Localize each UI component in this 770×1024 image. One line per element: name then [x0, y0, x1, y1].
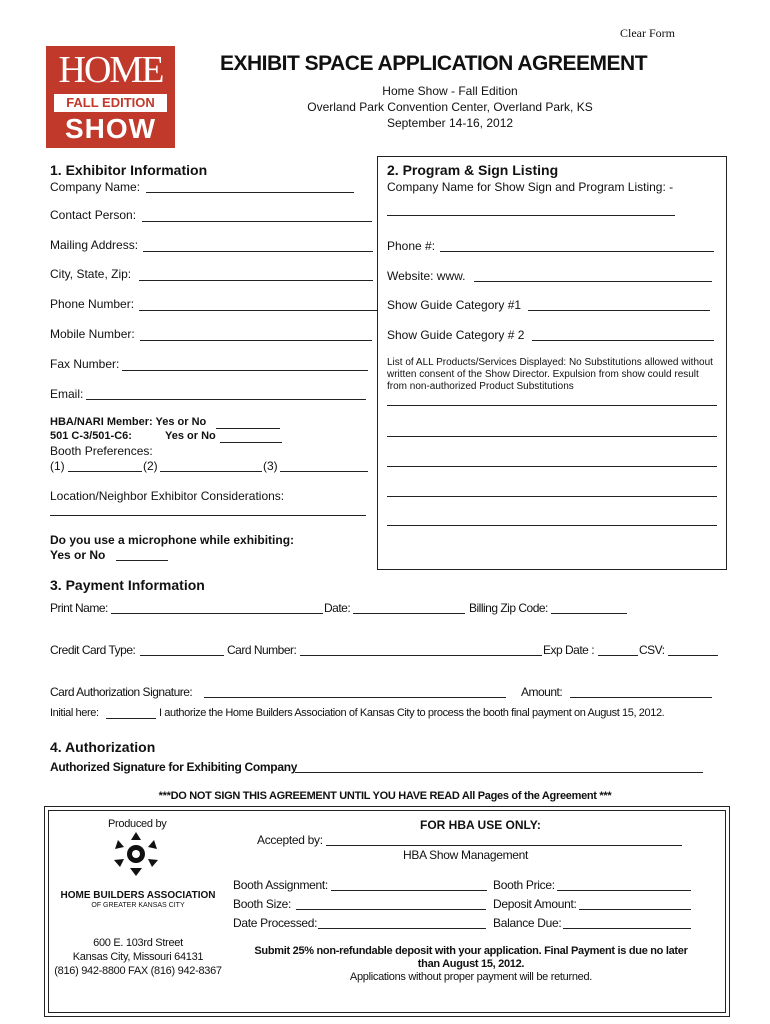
csv-input[interactable] — [668, 655, 718, 656]
location-input[interactable] — [50, 515, 366, 516]
products-line-5[interactable] — [387, 525, 717, 526]
hba-address-2: Kansas City, Missouri 64131 — [72, 951, 204, 963]
pref-2-label: (2) — [143, 459, 158, 473]
card-type-label: Credit Card Type: — [50, 643, 136, 657]
microphone-input[interactable] — [116, 560, 168, 561]
mobile-number-input[interactable] — [140, 340, 372, 341]
amount-label: Amount: — [521, 685, 563, 699]
microphone-question: Do you use a microphone while exhibiting: — [50, 533, 295, 547]
accepted-by-label: Accepted by: — [257, 833, 323, 847]
city-state-zip-input[interactable] — [139, 280, 373, 281]
company-name-input[interactable] — [146, 192, 354, 193]
page-title: EXHIBIT SPACE APPLICATION AGREEMENT — [220, 52, 648, 75]
card-number-label: Card Number: — [227, 643, 297, 657]
fax-number-input[interactable] — [122, 370, 368, 371]
hba-member-input[interactable] — [216, 428, 280, 429]
pref-1-input[interactable] — [68, 471, 142, 472]
program-phone-label: Phone #: — [387, 239, 436, 253]
category-2-label: Show Guide Category # 2 — [387, 328, 525, 342]
booth-size-input[interactable] — [296, 909, 486, 910]
home-show-logo — [46, 46, 175, 148]
contact-person-label: Contact Person: — [50, 208, 137, 222]
logo-home-text: HOME — [58, 49, 163, 91]
microphone-yesno-label: Yes or No — [50, 548, 106, 562]
category-1-input[interactable] — [528, 310, 710, 311]
balance-due-input[interactable] — [563, 928, 691, 929]
warning-text: ***DO NOT SIGN THIS AGREEMENT UNTIL YOU HAVE READ All Pages of the Agreement *** — [158, 790, 612, 802]
program-company-input[interactable] — [387, 215, 675, 216]
date-processed-input[interactable] — [318, 928, 486, 929]
date-input[interactable] — [353, 613, 465, 614]
category-2-input[interactable] — [532, 340, 714, 341]
email-input[interactable] — [86, 399, 366, 400]
deposit-instructions: Submit 25% non-refundable deposit with your application. Final Payment is due no later than August 15, 2012. — [254, 945, 688, 970]
fax-number-label: Fax Number: — [50, 357, 120, 371]
payment-section-title: 3. Payment Information — [50, 577, 205, 593]
show-management-label: HBA Show Management — [403, 848, 529, 862]
booth-price-input[interactable] — [557, 890, 691, 891]
c3-yesno: Yes or No — [165, 430, 216, 442]
booth-preferences-label: Booth Preferences: — [50, 444, 153, 458]
show-name: Home Show - Fall Edition — [382, 84, 518, 98]
website-input[interactable] — [474, 281, 712, 282]
deposit-amount-label: Deposit Amount: — [493, 897, 577, 911]
booth-assignment-label: Booth Assignment: — [233, 878, 328, 892]
logo-edition-text: FALL EDITION — [54, 94, 167, 112]
products-line-1[interactable] — [387, 405, 717, 406]
payment-warning: Applications without proper payment will be returned. — [349, 971, 593, 983]
exp-date-input[interactable] — [598, 655, 638, 656]
pref-3-label: (3) — [263, 459, 278, 473]
hba-name: HOME BUILDERS ASSOCIATION — [60, 890, 216, 901]
city-state-zip-label: City, State, Zip: — [50, 267, 132, 281]
hba-use-only-label: FOR HBA USE ONLY: — [420, 818, 541, 832]
category-1-label: Show Guide Category #1 — [387, 298, 522, 312]
c3-label: 501 C-3/501-C6: — [50, 430, 132, 442]
clear-form-button[interactable]: Clear Form — [620, 26, 675, 40]
booth-assignment-input[interactable] — [331, 890, 487, 891]
products-line-3[interactable] — [387, 466, 717, 467]
program-company-label: Company Name for Show Sign and Program Listing: - — [387, 180, 674, 194]
phone-number-label: Phone Number: — [50, 297, 135, 311]
card-type-input[interactable] — [140, 655, 224, 656]
authorized-signature-input[interactable] — [295, 772, 703, 773]
pref-2-input[interactable] — [160, 471, 262, 472]
csv-label: CSV: — [639, 643, 665, 657]
initial-label: Initial here: — [50, 707, 99, 719]
initial-input[interactable] — [106, 718, 156, 719]
pref-1-label: (1) — [50, 459, 65, 473]
print-name-input[interactable] — [111, 613, 323, 614]
amount-input[interactable] — [570, 697, 712, 698]
program-section-title: 2. Program & Sign Listing — [387, 162, 559, 178]
hba-phone-fax: (816) 942-8800 FAX (816) 942-8367 — [54, 965, 222, 977]
print-name-label: Print Name: — [50, 601, 108, 615]
booth-size-label: Booth Size: — [233, 897, 292, 911]
venue: Overland Park Convention Center, Overland Park, KS — [307, 100, 593, 114]
c3-input[interactable] — [220, 442, 282, 443]
program-phone-input[interactable] — [440, 251, 714, 252]
date-label: Date: — [324, 601, 351, 615]
deposit-amount-input[interactable] — [579, 909, 691, 910]
show-dates: September 14-16, 2012 — [386, 116, 514, 130]
location-label: Location/Neighbor Exhibitor Considerations: — [50, 489, 285, 503]
mailing-address-label: Mailing Address: — [50, 238, 139, 252]
logo-show-text: SHOW — [64, 113, 157, 144]
website-label: Website: www. — [387, 269, 466, 283]
produced-by-label: Produced by — [108, 818, 167, 830]
company-name-label: Company Name: — [50, 180, 141, 194]
hba-address-1: 600 E. 103rd Street — [93, 937, 183, 949]
billing-zip-label: Billing Zip Code: — [469, 601, 548, 615]
billing-zip-input[interactable] — [551, 613, 627, 614]
mobile-number-label: Mobile Number: — [50, 327, 135, 341]
card-signature-label: Card Authorization Signature: — [50, 685, 193, 699]
hba-subname: OF GREATER KANSAS CITY — [91, 902, 185, 909]
products-line-4[interactable] — [387, 496, 717, 497]
card-signature-input[interactable] — [204, 697, 506, 698]
exhibitor-section-title: 1. Exhibitor Information — [50, 162, 208, 178]
booth-price-label: Booth Price: — [493, 878, 555, 892]
balance-due-label: Balance Due: — [493, 916, 562, 930]
exp-date-label: Exp Date : — [543, 643, 595, 657]
email-label: Email: — [50, 387, 84, 401]
products-line-2[interactable] — [387, 436, 717, 437]
authorization-section-title: 4. Authorization — [50, 739, 156, 755]
authorized-signature-label: Authorized Signature for Exhibiting Company — [50, 760, 298, 774]
pref-3-input[interactable] — [280, 471, 368, 472]
card-number-input[interactable] — [300, 655, 542, 656]
hba-member-label: HBA/NARI Member: Yes or No — [50, 416, 207, 428]
contact-person-input[interactable] — [142, 221, 372, 222]
products-note: List of ALL Products/Services Displayed: No Substitutions allowed without written consent of the Show Director. Expulsion from show could result from non-authorized Product Substitutions — [387, 357, 713, 392]
phone-number-input[interactable] — [139, 310, 377, 311]
mailing-address-input[interactable] — [143, 251, 373, 252]
date-processed-label: Date Processed: — [233, 916, 318, 930]
accepted-by-input[interactable] — [326, 845, 682, 846]
hba-logo-icon — [108, 830, 164, 880]
authorize-statement: I authorize the Home Builders Association of Kansas City to process the booth final payment on August 15, 2012. — [159, 707, 665, 719]
